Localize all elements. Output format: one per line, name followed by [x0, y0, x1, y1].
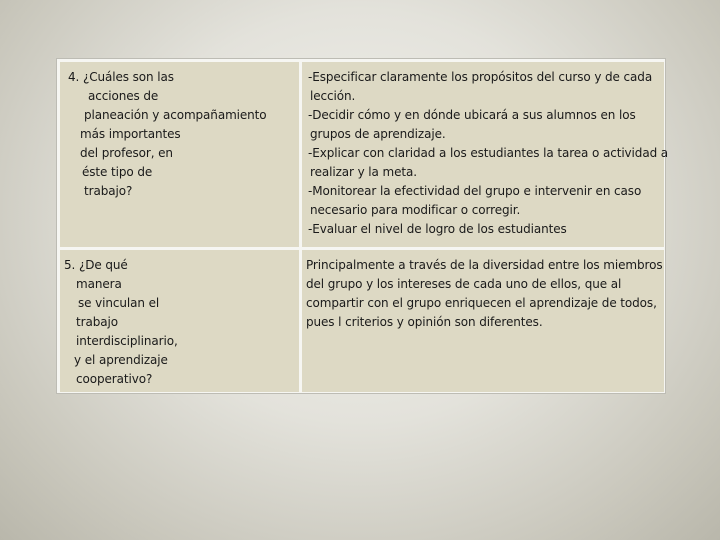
- question-line: más importantes: [80, 127, 181, 141]
- question-line: 5. ¿De qué: [64, 258, 128, 272]
- answer-line: del grupo y los intereses de cada uno de ellos, que al: [306, 277, 622, 291]
- answer-line: lección.: [310, 89, 356, 103]
- question-line: acciones de: [88, 89, 159, 103]
- answer-line: compartir con el grupo enriquecen el aprendizaje de todos,: [306, 296, 657, 310]
- question-cell-5: [60, 250, 299, 392]
- answer-line: grupos de aprendizaje.: [310, 127, 446, 141]
- answer-line: pues l criterios y opinión son diferentes.: [306, 315, 543, 329]
- answer-line: Principalmente a través de la diversidad entre los miembros: [306, 258, 663, 272]
- question-line: se vinculan el: [78, 296, 160, 310]
- answer-line: -Especificar claramente los propósitos del curso y de cada: [308, 70, 653, 84]
- answer-line: necesario para modificar o corregir.: [310, 203, 521, 217]
- question-line: éste tipo de: [82, 165, 153, 179]
- question-line: del profesor, en: [80, 146, 173, 160]
- qa-table: [56, 58, 669, 394]
- question-line: planeación y acompañamiento: [84, 108, 267, 122]
- answer-cell-4: [302, 62, 669, 247]
- answer-line: -Decidir cómo y en dónde ubicará a sus alumnos en los: [308, 108, 636, 122]
- question-line: trabajo: [76, 315, 118, 329]
- question-line: y el aprendizaje: [74, 353, 168, 367]
- answer-cell-5: [302, 250, 664, 392]
- answer-line: -Evaluar el nivel de logro de los estudiantes: [308, 222, 567, 236]
- question-line: cooperativo?: [76, 372, 153, 386]
- question-line: manera: [76, 277, 122, 291]
- question-line: 4. ¿Cuáles son las: [68, 70, 174, 84]
- question-line: interdisciplinario,: [76, 334, 178, 348]
- question-line: trabajo?: [84, 184, 133, 198]
- answer-line: -Monitorear la efectividad del grupo e intervenir en caso: [308, 184, 642, 198]
- question-cell-4: [60, 62, 299, 247]
- answer-line: realizar y la meta.: [310, 165, 417, 179]
- answer-line: -Explicar con claridad a los estudiantes la tarea o actividad a: [308, 146, 669, 160]
